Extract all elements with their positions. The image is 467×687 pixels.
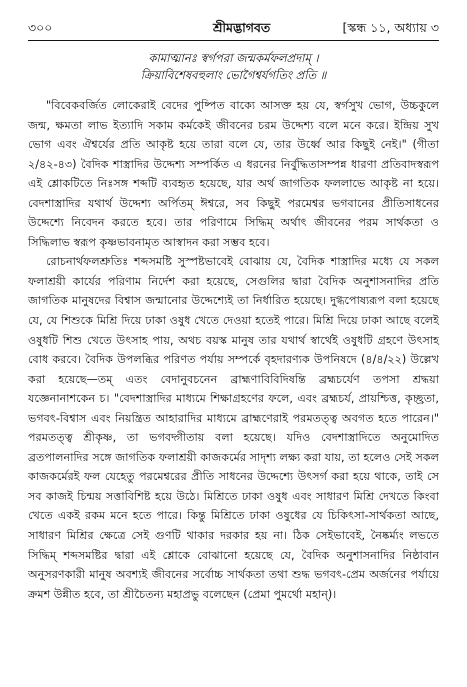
page-header [28,18,439,40]
verse-line-2: ক্রিয়াবিশেষবহুলাং ভোগৈশ্বর্যগতিং প্রতি ॥ [140,68,327,82]
verse-line-1: কামাত্মানঃ স্বর্গপরা জন্মকর্মফলপ্রদাম্ । [148,51,319,65]
header-divider [28,40,439,41]
chapter-reference: [স্কন্ধ ১১, অধ্যায় ৩ [342,20,439,35]
purport-paragraph-2: রোচনার্থফলশ্রুতিঃ শব্দসমষ্টি সুস্পষ্টভাবেই বোঝায় যে, বৈদিক শাস্ত্রাদির মধ্যে যে সকল ফলাশ্রয়ী কার্যের পরিণাম নির্দেশ করা হয়েছে, সেগুলির দ্বারা বৈদিক অনুশাসনাদির প্রতি জাগতিক মানুষদের বিশ্বাস জন্মানোর উদ্দেশ্যেই তা নির্ধারিত হয়েছে। দুগ্ধপোষ্যরূপ বলা হয়েছে যে, যে শিশুকে মিশ্রি দিয়ে ঢাকা ওষুধ খেতে দেওয়া হতেই পারে। মিশ্রি দিয়ে ঢাকা আছে বলেই ওষুধটি শিশু খেতে উৎসাহ পায়, অথচ বয়স্ক মানুষ তার যথার্থ স্বার্থেই ওষুধটি গ্রহণে উৎসাহ বোধ করবে। বৈদিক উপলব্ধির পরিণত পর্যায় সম্পর্কে বৃহদারণ্যক উপনিষদে (৪/৪/২২) উল্লেখ করা হয়েছে—তম্ এতং বেদানুবচনেন ব্রাহ্মণাবিবিদিষন্তি ব্রহ্মচর্যেণ তপসা শ্রদ্ধয়া যজ্ঞেনানাশকেন চ। "বেদশাস্ত্রাদির মাধ্যমে শিক্ষাগ্রহণের ফলে, এবং ব্রহ্মচর্য, প্রায়শ্চিত্ত, কৃচ্ছ্রতা, ভগবৎ-বিশ্বাস এবং নিয়ন্ত্রিত আহারাদির মাধ্যমে ব্রাহ্মণেরাই পরমতত্ত্ব অবগত হতে পারেন।" পরমতত্ত্ব শ্রীকৃষ্ণ, তা ভগবদ্গীতায় বলা হয়েছে। যদিও বেদশাস্ত্রাদিতে অনুমোদিত ব্রতপালনাদির সঙ্গে জাগতিক ফলাশ্রয়ী কাজকর্মের সাদৃশ্য লক্ষ্য করা যায়, তা হলেও সেই সকল কাজকর্মেরই ফল যেহেতু পরমেশ্বরের প্রীতি সাধনের উদ্দেশ্যে উৎসর্গ করা হয়ে থাকে, তাই সে সব কাজই চিন্ময় সত্তাবিশিষ্ট হয়ে উঠে। মিশ্রিতে ঢাকা ওষুধ এবং সাধারণ মিশ্রি দেখতে কিংবা খেতে একই রকম মনে হতে পারে। কিন্তু মিশ্রিতে ঢাকা ওষুধের যে চিকিৎসা-সার্থকতা আছে, সাধারণ মিশ্রির ক্ষেত্রে সেই গুণটি থাকার দরকার হয় না। ঠিক সেইভাবেই, নৈষ্কর্ম্যং লভতে সিদ্ধিম্ শব্দসমষ্টির দ্বারা এই শ্লোকে বোঝানো হয়েছে যে, বৈদিক অনুশাসনাদির নিষ্ঠাবান অনুসরণকারী মানুষ অবশ্যই জীবনের সর্বোচ্চ সার্থকতা তথা শুদ্ধ ভগবৎ-প্রেম অর্জনের পর্যায়ে ক্রমশ উন্নীত হবে, তা শ্রীচৈতন্য মহাপ্রভু বলেছেন (প্রেমা পুমর্থো মহান্)। [28,255,439,601]
purport-paragraph-1: "বিবেকবর্জিত লোকেরাই বেদের পুষ্পিত বাক্যে আসক্ত হয় যে, স্বর্গসুখ ভোগ, উচ্চকুলে জন্ম, ক্ষমতা লাভ ইত্যাদি সকাম কর্মকেই জীবনের চরম উদ্দেশ্য বলে মনে করে। ইন্দ্রিয় সুখ ভোগ এবং ঐশ্বর্যের প্রতি আকৃষ্ট হয়ে তারা বলে যে, তার উর্ধ্বে আর কিছুই নেই।" (গীতা ২/৪২-৪৩) বৈদিক শাস্ত্রাদির উদ্দেশ্য সম্পর্কিত এ ধরনের নির্বুদ্ধিতাসম্পন্ন ধারণা প্রতিবাদস্বরূপ এই শ্লোকটিতে নিঃসঙ্গ শব্দটি ব্যবহৃত হয়েছে, যার অর্থ জাগতিক ফললাভে আকৃষ্ট না হয়ে। বেদশাস্ত্রাদির যথার্থ উদ্দেশ্য অর্পিতম্ ঈশ্বরে, সব কিছুই পরমেশ্বর ভগবানের প্রীতিসাধনের উদ্দেশ্যে নিবেদন করতে হবে। তার পরিণামে সিদ্ধিম্ অর্থাৎ জীবনের পরম সার্থকতা ও সিদ্ধিলাভ স্বরূপ কৃষ্ণভাবনামৃত আস্বাদন করা সম্ভব হবে। [28,99,439,249]
page-number: ৩০০ [28,20,53,35]
book-title: শ্রীমদ্ভাগবত [213,20,271,35]
purport-text [28,96,439,604]
sanskrit-verse [28,50,439,84]
